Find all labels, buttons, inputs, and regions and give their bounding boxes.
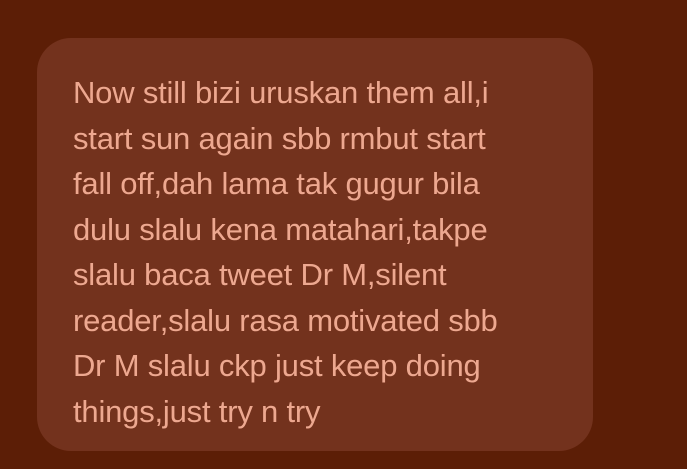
- message-line-3: fall off,dah lama tak gugur bila: [73, 166, 480, 201]
- message-line-8: things,just try n try: [73, 393, 321, 429]
- message-line-1: Now still bizi uruskan them all,i: [73, 75, 489, 110]
- message-line-5: slalu baca tweet Dr M,silent: [73, 257, 447, 292]
- message-line-7: Dr M slalu ckp just keep doing: [73, 348, 481, 383]
- message-line-4: dulu slalu kena matahari,takpe: [73, 211, 488, 247]
- message-line-6: reader,slalu rasa motivated sbb: [73, 302, 498, 338]
- message-bubble: [37, 38, 593, 451]
- message-line-2: start sun again sbb rmbut start: [73, 120, 486, 156]
